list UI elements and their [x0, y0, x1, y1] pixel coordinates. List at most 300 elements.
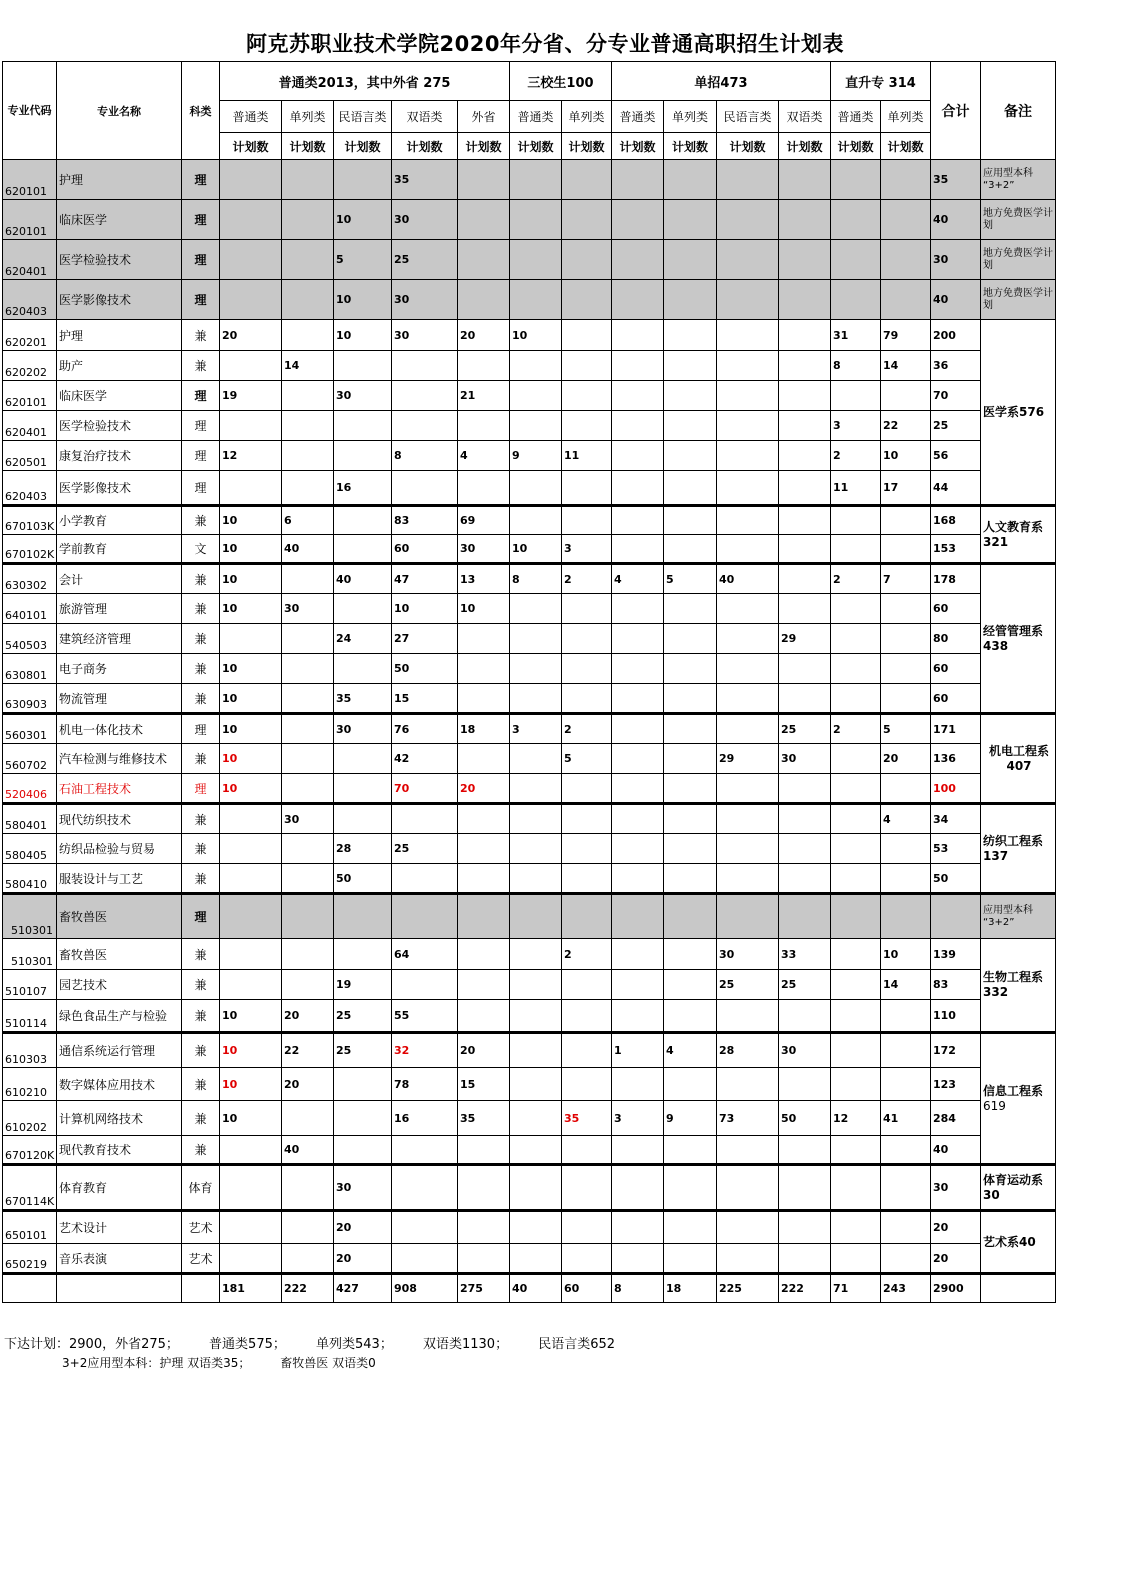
table-row: [3, 624, 1056, 654]
plan-count: [664, 714, 717, 744]
plan-count: [612, 970, 664, 1000]
plan-count: [282, 441, 334, 471]
plan-count: [779, 594, 831, 624]
plan-count: 16: [334, 471, 392, 506]
plan-count: 4: [881, 804, 931, 834]
plan-count: [334, 654, 392, 684]
plan-count: 35: [562, 1101, 612, 1136]
plan-count: [458, 1136, 510, 1165]
header-group-single-exam: 单招473: [612, 62, 831, 101]
plan-count: 16: [392, 1101, 458, 1136]
major-code: 580401: [3, 804, 57, 834]
subject-category: 理: [182, 441, 220, 471]
plan-count: 25: [392, 834, 458, 864]
plan-count: [334, 774, 392, 804]
remark-arts: 艺术系40: [981, 1211, 1056, 1274]
plan-count: [664, 624, 717, 654]
header-plan-9: 计划数: [717, 133, 779, 160]
plan-count: [510, 970, 562, 1000]
plan-count: [664, 939, 717, 970]
plan-count: [881, 280, 931, 320]
plan-count: [334, 894, 392, 939]
remark-sports: 体育运动系 30: [981, 1165, 1056, 1211]
plan-count: [510, 939, 562, 970]
table-row: [3, 471, 1056, 506]
major-code: 540503: [3, 624, 57, 654]
plan-count: 20: [334, 1244, 392, 1274]
table-row: [3, 200, 1056, 240]
plan-count: [664, 774, 717, 804]
row-total: 40: [931, 200, 981, 240]
plan-count: [717, 535, 779, 564]
plan-count: [282, 1165, 334, 1211]
header-sub-3: 双语类: [392, 101, 458, 133]
plan-count: 10: [881, 441, 931, 471]
plan-count: [334, 744, 392, 774]
plan-count: [664, 804, 717, 834]
plan-count: [612, 1165, 664, 1211]
plan-count: [831, 834, 881, 864]
header-plan-5: 计划数: [510, 133, 562, 160]
table-row: [3, 160, 1056, 200]
plan-count: [664, 1165, 717, 1211]
plan-count: 10: [220, 714, 282, 744]
row-total: 35: [931, 160, 981, 200]
table-row: [3, 834, 1056, 864]
plan-count: [282, 1211, 334, 1244]
plan-count: 20: [282, 1000, 334, 1033]
plan-count: [717, 471, 779, 506]
plan-count: [220, 834, 282, 864]
subject-category: 文: [182, 535, 220, 564]
plan-count: [282, 1101, 334, 1136]
subject-category: 理: [182, 160, 220, 200]
plan-count: [779, 320, 831, 351]
major-name: 石油工程技术: [57, 774, 182, 804]
table-row: [3, 1033, 1056, 1068]
plan-count: 8: [831, 351, 881, 381]
header-plan-11: 计划数: [831, 133, 881, 160]
plan-count: [562, 774, 612, 804]
plan-count: [562, 594, 612, 624]
plan-count: 8: [510, 564, 562, 594]
plan-count: [779, 1211, 831, 1244]
plan-count: [881, 864, 931, 894]
plan-count: [510, 834, 562, 864]
plan-count: 21: [458, 381, 510, 411]
remark-humanities: 人文教育系321: [981, 506, 1056, 564]
major-name: 服装设计与工艺: [57, 864, 182, 894]
plan-count: [664, 320, 717, 351]
remark-r1: 地方免费医学计划: [981, 200, 1056, 240]
header-sub-8: 单列类: [664, 101, 717, 133]
plan-count: [779, 351, 831, 381]
plan-count: [717, 834, 779, 864]
row-total: 83: [931, 970, 981, 1000]
plan-count: 28: [334, 834, 392, 864]
subject-category: 兼: [182, 1000, 220, 1033]
plan-count: [831, 280, 881, 320]
major-name: 医学检验技术: [57, 411, 182, 441]
plan-count: [510, 1165, 562, 1211]
plan-count: 10: [220, 1068, 282, 1101]
plan-count: 14: [881, 970, 931, 1000]
plan-count: [562, 624, 612, 654]
plan-count: [562, 1244, 612, 1274]
subject-category: 兼: [182, 564, 220, 594]
remark-bio: 生物工程系332: [981, 939, 1056, 1033]
subject-category: 兼: [182, 834, 220, 864]
plan-count: [562, 351, 612, 381]
plan-count: [612, 160, 664, 200]
plan-count: [664, 160, 717, 200]
plan-count: 20: [458, 774, 510, 804]
plan-count: 9: [664, 1101, 717, 1136]
major-name: 康复治疗技术: [57, 441, 182, 471]
major-name: 物流管理: [57, 684, 182, 714]
plan-count: [334, 1068, 392, 1101]
header-plan-10: 计划数: [779, 133, 831, 160]
plan-count: [717, 351, 779, 381]
plan-count: 10: [220, 564, 282, 594]
plan-count: [334, 594, 392, 624]
major-name: 纺织品检验与贸易: [57, 834, 182, 864]
subject-category: 兼: [182, 804, 220, 834]
plan-count: [458, 654, 510, 684]
plan-count: 2: [562, 939, 612, 970]
major-name: 计算机网络技术: [57, 1101, 182, 1136]
table-row: [3, 894, 1056, 939]
plan-count: [510, 411, 562, 441]
plan-count: [334, 1136, 392, 1165]
plan-count: [562, 160, 612, 200]
plan-count: [220, 970, 282, 1000]
plan-count: [562, 1000, 612, 1033]
plan-count: 10: [881, 939, 931, 970]
plan-count: [779, 804, 831, 834]
plan-count: 13: [458, 564, 510, 594]
plan-count: 25: [392, 240, 458, 280]
plan-count: [779, 280, 831, 320]
column-total: 60: [562, 1274, 612, 1303]
plan-count: [779, 535, 831, 564]
plan-count: [881, 654, 931, 684]
row-total: 110: [931, 1000, 981, 1033]
plan-count: [510, 894, 562, 939]
plan-count: 10: [334, 200, 392, 240]
subject-category: 兼: [182, 506, 220, 535]
plan-count: [510, 774, 562, 804]
plan-count: [664, 280, 717, 320]
plan-count: [779, 1068, 831, 1101]
major-name: 通信系统运行管理: [57, 1033, 182, 1068]
plan-count: [562, 1165, 612, 1211]
header-sub-4: 外省: [458, 101, 510, 133]
plan-count: 20: [220, 320, 282, 351]
plan-count: [831, 594, 881, 624]
subject-category: 兼: [182, 970, 220, 1000]
table-row: [3, 564, 1056, 594]
plan-count: [779, 471, 831, 506]
plan-count: [510, 804, 562, 834]
plan-count: [717, 654, 779, 684]
plan-count: [334, 939, 392, 970]
major-code: 520406: [3, 774, 57, 804]
row-total: 25: [931, 411, 981, 441]
plan-count: [831, 939, 881, 970]
header-sub-5: 普通类: [510, 101, 562, 133]
plan-count: [612, 864, 664, 894]
plan-count: [831, 970, 881, 1000]
plan-count: 42: [392, 744, 458, 774]
plan-count: 31: [831, 320, 881, 351]
plan-count: [831, 654, 881, 684]
plan-count: [510, 1211, 562, 1244]
plan-count: 5: [562, 744, 612, 774]
plan-count: [881, 535, 931, 564]
plan-count: [831, 684, 881, 714]
major-name: 助产: [57, 351, 182, 381]
plan-count: [334, 441, 392, 471]
plan-count: [779, 564, 831, 594]
plan-count: 10: [334, 320, 392, 351]
plan-count: [881, 594, 931, 624]
plan-count: [881, 624, 931, 654]
plan-count: [392, 381, 458, 411]
plan-count: [717, 240, 779, 280]
major-code: 620101: [3, 200, 57, 240]
subject-category: 兼: [182, 744, 220, 774]
major-name: 临床医学: [57, 381, 182, 411]
plan-count: [562, 240, 612, 280]
table-row: [3, 970, 1056, 1000]
row-total: 123: [931, 1068, 981, 1101]
major-name: 体育教育: [57, 1165, 182, 1211]
plan-count: [717, 774, 779, 804]
header-plan-12: 计划数: [881, 133, 931, 160]
plan-count: [717, 864, 779, 894]
plan-count: [831, 774, 881, 804]
plan-count: 10: [220, 1101, 282, 1136]
subject-category: 理: [182, 240, 220, 280]
plan-count: [510, 240, 562, 280]
plan-count: [562, 1211, 612, 1244]
plan-count: [458, 804, 510, 834]
plan-count: 55: [392, 1000, 458, 1033]
row-total: 168: [931, 506, 981, 535]
subject-category: 艺术: [182, 1211, 220, 1244]
header-plan-1: 计划数: [282, 133, 334, 160]
plan-count: [562, 1068, 612, 1101]
plan-count: [664, 411, 717, 441]
column-total: 243: [881, 1274, 931, 1303]
plan-count: 20: [334, 1211, 392, 1244]
plan-count: [779, 441, 831, 471]
plan-count: [392, 1165, 458, 1211]
plan-count: [510, 471, 562, 506]
plan-count: [458, 411, 510, 441]
remark-mechanical: 机电工程系 407: [981, 714, 1056, 804]
plan-count: [612, 624, 664, 654]
plan-count: [831, 864, 881, 894]
row-total: 284: [931, 1101, 981, 1136]
plan-count: [717, 804, 779, 834]
plan-count: [510, 381, 562, 411]
plan-count: [612, 1136, 664, 1165]
plan-count: [664, 1068, 717, 1101]
row-total: 36: [931, 351, 981, 381]
major-name: 会计: [57, 564, 182, 594]
plan-count: [779, 1000, 831, 1033]
plan-count: 33: [779, 939, 831, 970]
plan-count: 47: [392, 564, 458, 594]
plan-count: [562, 381, 612, 411]
major-name: 小学教育: [57, 506, 182, 535]
plan-count: 7: [881, 564, 931, 594]
major-name: 医学影像技术: [57, 280, 182, 320]
plan-count: [612, 804, 664, 834]
header-sub-1: 单列类: [282, 101, 334, 133]
plan-count: [881, 774, 931, 804]
plan-count: 10: [220, 506, 282, 535]
major-code: 560702: [3, 744, 57, 774]
plan-count: [779, 160, 831, 200]
plan-count: [458, 894, 510, 939]
major-code: 620201: [3, 320, 57, 351]
major-code: 650101: [3, 1211, 57, 1244]
plan-count: [392, 864, 458, 894]
header-total: 合计: [931, 62, 981, 160]
plan-count: [392, 894, 458, 939]
plan-count: [392, 1136, 458, 1165]
plan-count: [612, 280, 664, 320]
plan-count: [612, 939, 664, 970]
plan-count: [881, 1165, 931, 1211]
major-code: 620401: [3, 411, 57, 441]
row-total: 20: [931, 1211, 981, 1244]
plan-count: [220, 1136, 282, 1165]
plan-count: 20: [881, 744, 931, 774]
totals-row: [3, 1274, 1056, 1303]
grand-total: 2900: [931, 1274, 981, 1303]
subject-category: 兼: [182, 351, 220, 381]
plan-count: [562, 894, 612, 939]
totals-blank: [182, 1274, 220, 1303]
plan-count: 10: [220, 744, 282, 774]
plan-count: [612, 744, 664, 774]
major-name: 汽车检测与维修技术: [57, 744, 182, 774]
header-sub-7: 普通类: [612, 101, 664, 133]
plan-count: 5: [664, 564, 717, 594]
plan-count: 9: [510, 441, 562, 471]
plan-count: 40: [334, 564, 392, 594]
plan-count: 11: [831, 471, 881, 506]
plan-count: [392, 351, 458, 381]
major-code: 610303: [3, 1033, 57, 1068]
plan-count: [831, 1211, 881, 1244]
major-name: 电子商务: [57, 654, 182, 684]
plan-count: [612, 834, 664, 864]
plan-count: [392, 471, 458, 506]
major-code: 630903: [3, 684, 57, 714]
plan-count: 32: [392, 1033, 458, 1068]
subject-category: 兼: [182, 684, 220, 714]
column-total: 181: [220, 1274, 282, 1303]
major-code: 670120K: [3, 1136, 57, 1165]
plan-count: [717, 1068, 779, 1101]
footer-bilingual: 双语类1130；: [422, 1337, 509, 1352]
plan-count: 4: [458, 441, 510, 471]
plan-count: [664, 1000, 717, 1033]
major-code: 670114K: [3, 1165, 57, 1211]
plan-count: 4: [612, 564, 664, 594]
plan-count: 30: [392, 320, 458, 351]
plan-count: 10: [510, 320, 562, 351]
enrollment-plan-table: [2, 61, 1056, 1303]
plan-count: [717, 894, 779, 939]
row-total: 53: [931, 834, 981, 864]
plan-count: [220, 240, 282, 280]
plan-count: [458, 744, 510, 774]
plan-count: [562, 864, 612, 894]
table-row: [3, 654, 1056, 684]
remark-r2: 地方免费医学计划: [981, 240, 1056, 280]
plan-count: [220, 939, 282, 970]
plan-count: [831, 804, 881, 834]
plan-count: 20: [458, 320, 510, 351]
plan-count: [282, 939, 334, 970]
subject-category: 理: [182, 471, 220, 506]
plan-count: [717, 1000, 779, 1033]
plan-count: 41: [881, 1101, 931, 1136]
plan-count: [831, 535, 881, 564]
plan-count: 29: [717, 744, 779, 774]
plan-count: [612, 535, 664, 564]
plan-count: [612, 1068, 664, 1101]
remark-r3: 地方免费医学计划: [981, 280, 1056, 320]
plan-count: 35: [334, 684, 392, 714]
plan-count: 22: [881, 411, 931, 441]
plan-count: [664, 654, 717, 684]
plan-count: [562, 200, 612, 240]
totals-remark-blank: [981, 1274, 1056, 1303]
table-row: [3, 864, 1056, 894]
plan-count: [334, 535, 392, 564]
plan-count: [282, 160, 334, 200]
major-name: 机电一体化技术: [57, 714, 182, 744]
plan-count: 6: [282, 506, 334, 535]
plan-count: [664, 351, 717, 381]
subject-category: 兼: [182, 864, 220, 894]
plan-count: 40: [282, 1136, 334, 1165]
footer-nursing: 3+2应用型本科：护理 双语类35；: [62, 1356, 251, 1370]
plan-count: [779, 200, 831, 240]
plan-count: [282, 684, 334, 714]
plan-count: [612, 594, 664, 624]
plan-count: [282, 654, 334, 684]
plan-count: [717, 320, 779, 351]
plan-count: 30: [392, 200, 458, 240]
table-row: [3, 411, 1056, 441]
plan-count: [881, 1136, 931, 1165]
plan-count: [881, 1244, 931, 1274]
column-total: 222: [779, 1274, 831, 1303]
plan-count: [612, 200, 664, 240]
plan-count: 25: [779, 714, 831, 744]
header-plan-0: 计划数: [220, 133, 282, 160]
plan-count: [220, 804, 282, 834]
major-code: 620403: [3, 280, 57, 320]
